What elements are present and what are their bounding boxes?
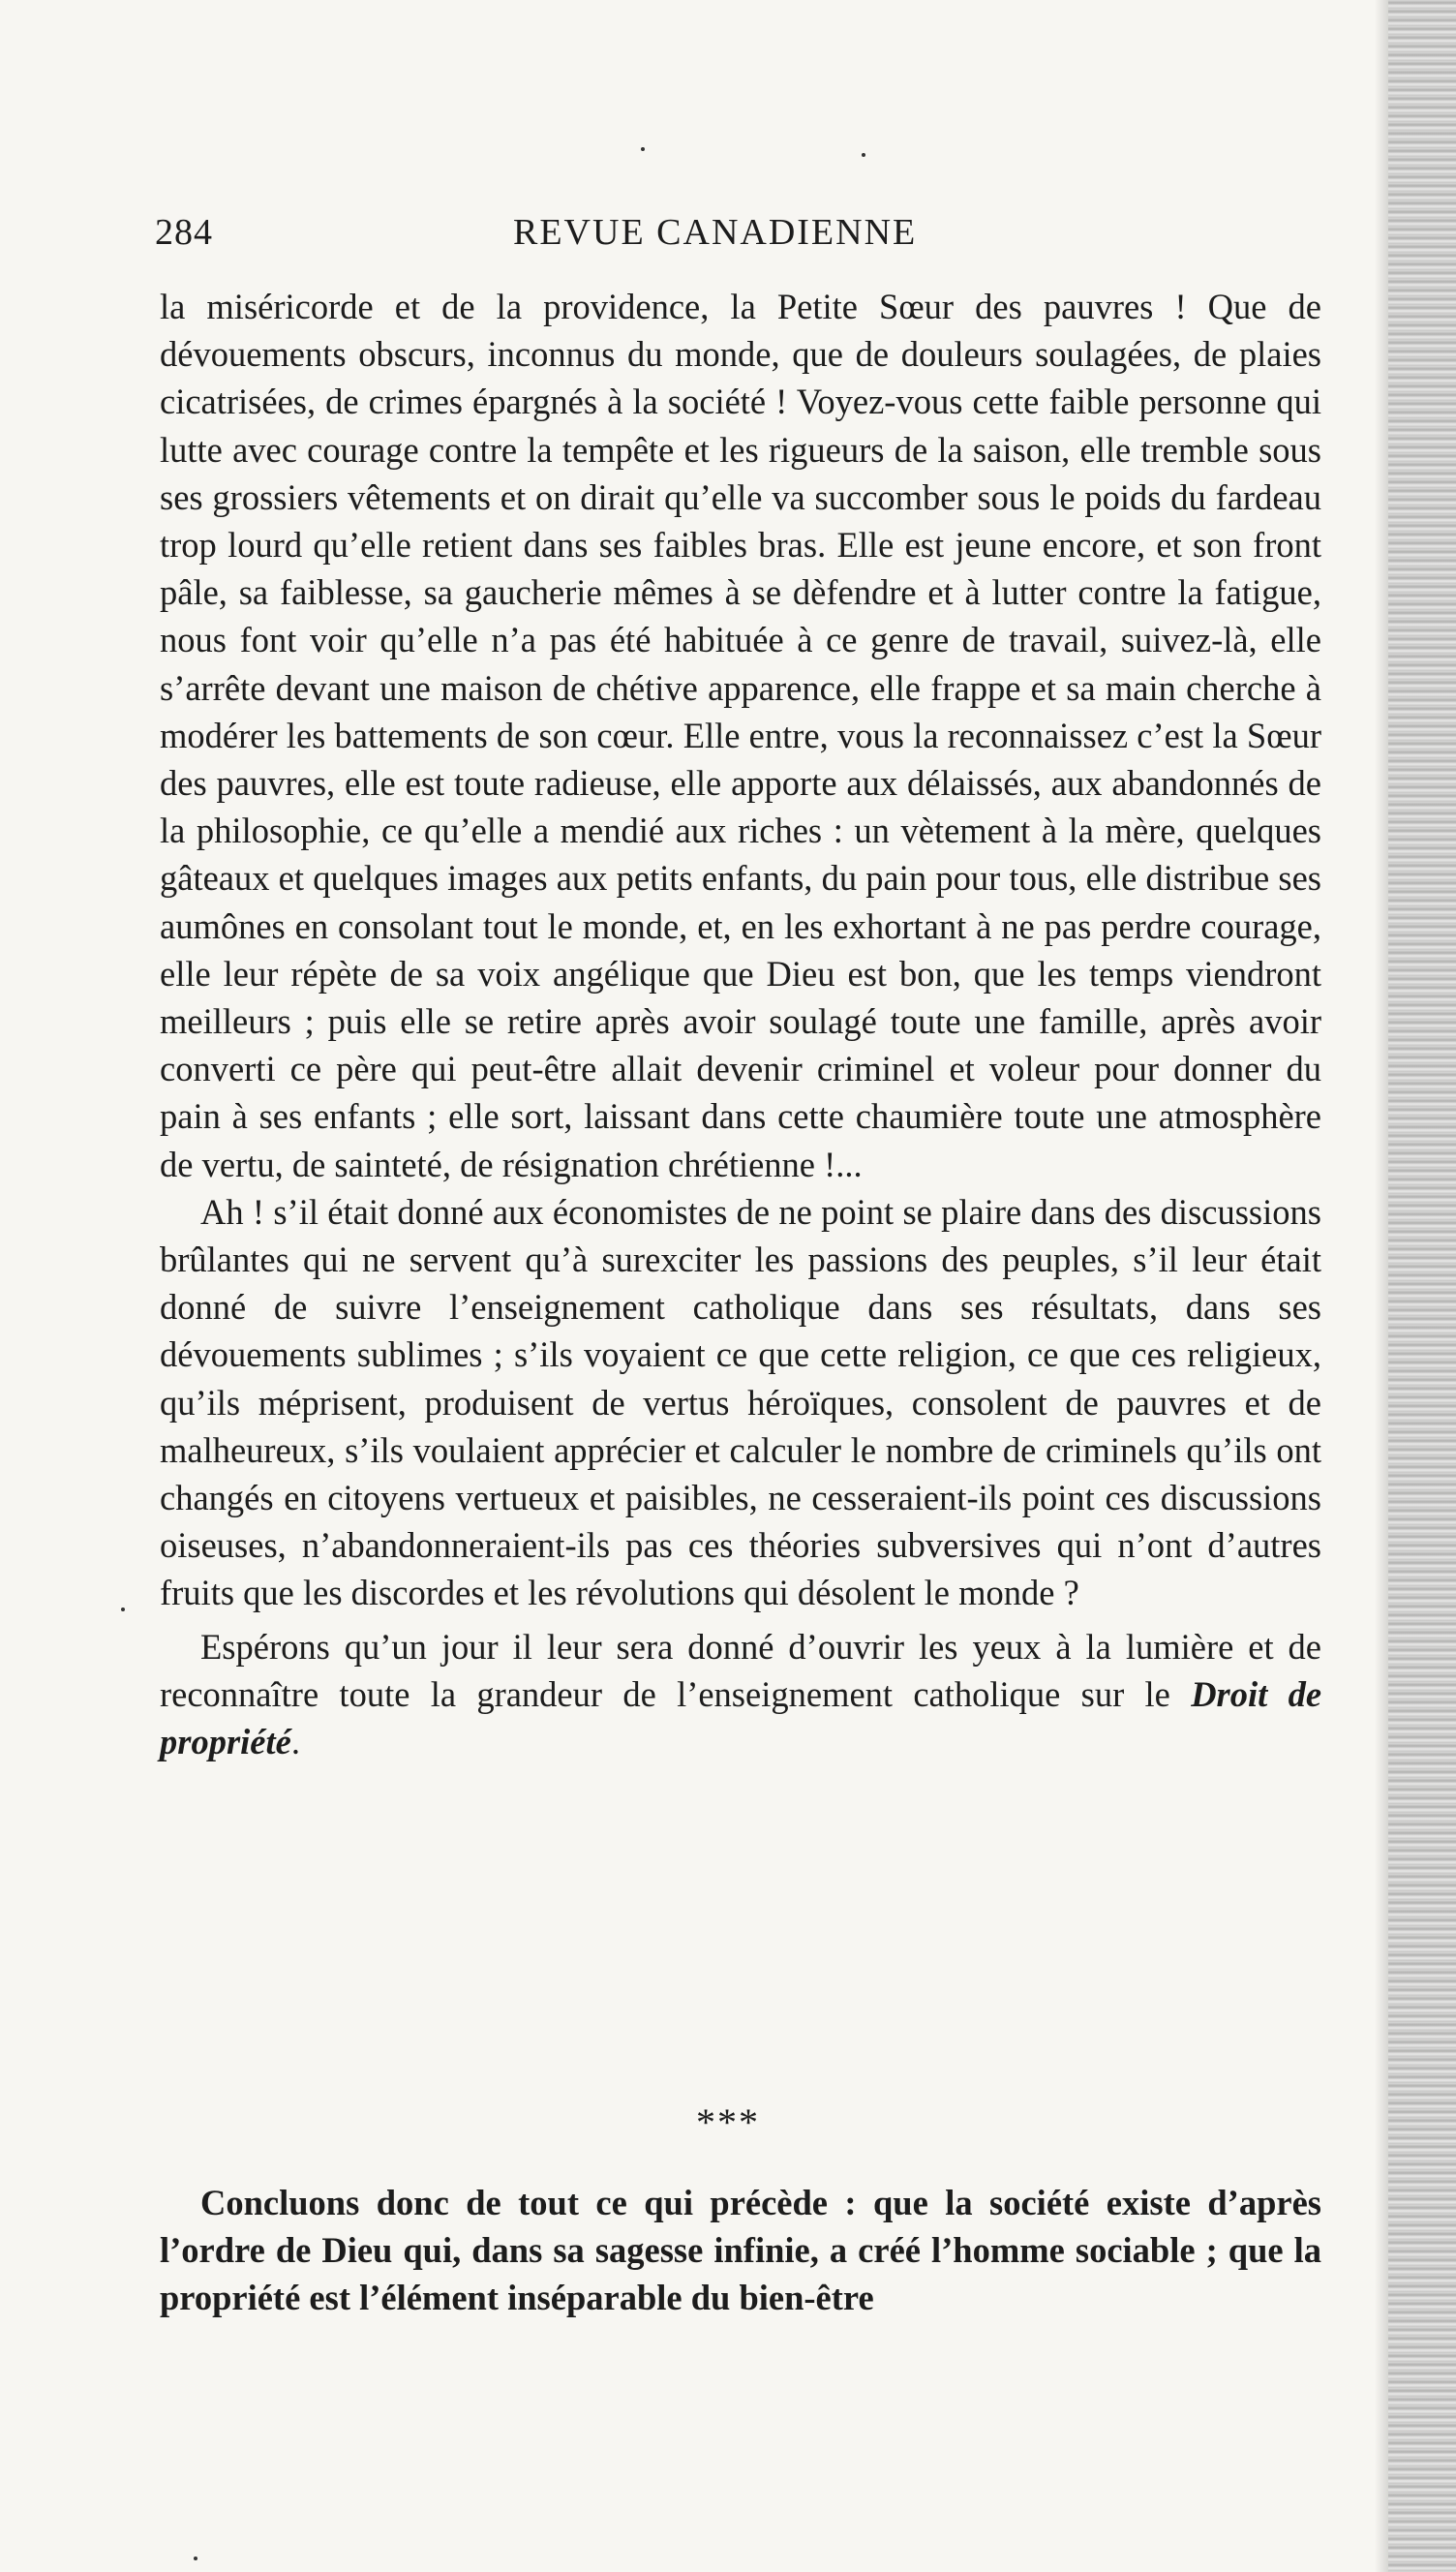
paragraph-3-emphasis: Droit de propriété xyxy=(160,1673,1322,1762)
scan-speck xyxy=(641,147,645,151)
scan-speck xyxy=(194,2557,197,2560)
paragraph-3 xyxy=(160,1623,1321,1766)
running-head: REVUE CANADIENNE xyxy=(513,212,918,253)
section-separator: *** xyxy=(696,2100,760,2144)
page-number: 284 xyxy=(155,212,213,253)
page-edge-shadow xyxy=(1375,0,1388,2572)
conclusion-paragraph: Concluons donc de tout ce qui précède : que la société existe d’après l’ordre de Dieu qui, dans sa sagesse infinie, a créé l’homme sociable ; que la propriété est l’élément inséparable du bien-être xyxy=(160,2183,1321,2318)
paragraph-2: Ah ! s’il était donné aux économistes de ne point se plaire dans des discussions brûlantes qui ne servent qu’à surexciter les passions des peuples, s’il leur était donné de suivre l’enseignement catholique dans ses résultats, dans ses dévouements sublimes ; s’ils voyaient ce que cette religion, ce que ces religieux, qu’ils méprisent, produisent de vertus héroïques, consolent de pauvres et de malheureux, s’ils voulaient apprécier et calculer le nombre de criminels qu’ils ont changés en citoyens vertueux et paisibles, ne cesseraient-ils point ces discussions oiseuses, n’abandonneraient-ils pas ces théories subversives qui n’ont d’autres fruits que les discordes et les révolutions qui désolent le monde ? xyxy=(160,1191,1321,1613)
page-edge-texture xyxy=(1388,0,1456,2572)
paragraph-1: la miséricorde et de la providence, la Petite Sœur des pauvres ! Que de dévouements obscurs, inconnus du monde, que de douleurs soulagées, de plaies cicatrisées, de crimes épargnés à la société ! Voyez-vous cette faible personne qui lutte avec courage contre la tempête et les rigueurs de la saison, elle tremble sous ses grossiers vêtements et on dirait qu’elle va succomber sous le poids du fardeau trop lourd qu’elle retient dans ses faibles bras. Elle est jeune encore, et son front pâle, sa faiblesse, sa gaucherie mêmes à se dèfendre et à lutter contre la fatigue, nous font voir qu’elle n’a pas été habituée à ce genre de travail, suivez-là, elle s’arrête devant une maison de chétive apparence, elle frappe et sa main cherche à modérer les battements de son cœur. Elle entre, vous la reconnaissez c’est la Sœur des pauvres, elle est toute radieuse, elle apporte aux délaissés, aux abandonnés de la philosophie, ce qu’elle a mendié aux riches : un vètement à la mère, quelques gâteaux et quelques images aux petits enfants, du pain pour tous, elle distribue ses aumônes en consolant tout le monde, et, en les exhortant à ne pas perdre courage, elle leur répète de sa voix angélique que Dieu est bon, que les temps viendront meilleurs ; puis elle se retire après avoir soulagé toute une famille, après avoir converti ce père qui peut-être allait devenir criminel et voleur pour donner du pain à ses enfants ; elle sort, laissant dans cette chaumière toute une atmosphère de vertu, de sainteté, de résignation chrétienne !... xyxy=(160,287,1321,1184)
conclusion-text xyxy=(160,2179,1321,2322)
body-text xyxy=(160,283,1321,1765)
paragraph-3-end: . xyxy=(290,1722,300,1762)
paragraph-3-text: Espérons qu’un jour il leur sera donné d’ouvrir les yeux à la lumière et de reconnaître toute la grandeur de l’enseignement catholique sur le xyxy=(160,1626,1321,1714)
scan-speck xyxy=(121,1608,125,1611)
scan-speck xyxy=(862,153,865,157)
page-header xyxy=(155,211,1317,269)
